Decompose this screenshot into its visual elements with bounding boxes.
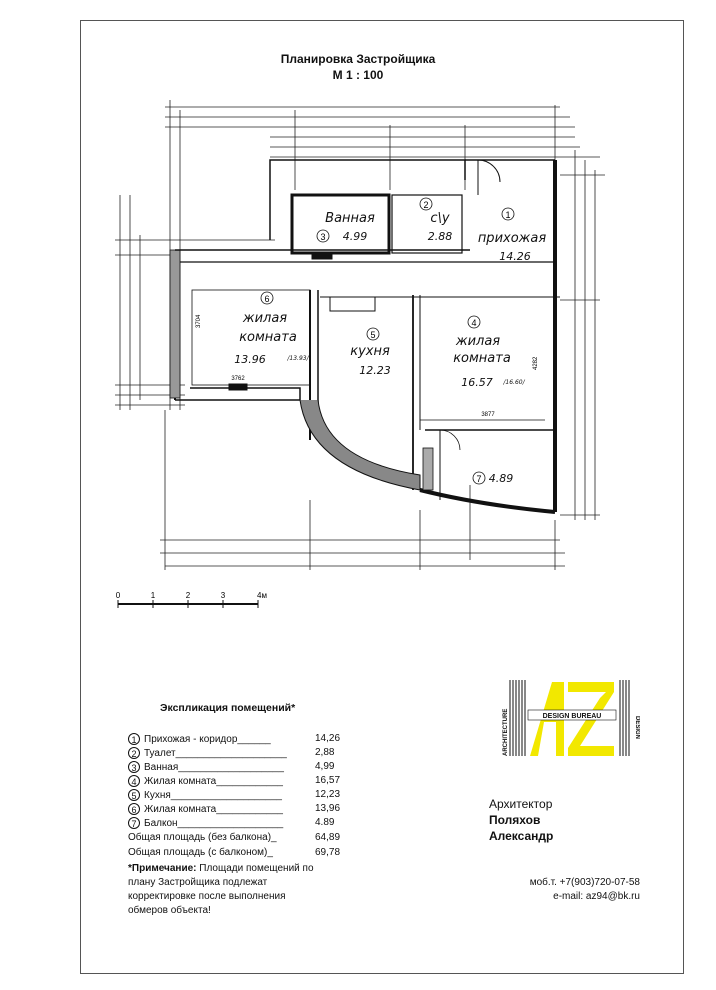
architect-surname: Поляхов [489, 813, 541, 827]
scale-tick-2: 2 [185, 591, 191, 600]
scale-tick-1: 1 [150, 591, 156, 600]
row-num: 1 [128, 733, 140, 745]
room-6-area: 13.96 [234, 353, 266, 366]
total-no-balcony-label: Общая площадь (без балкона)_ [128, 832, 277, 843]
row-name: Туалет____________________ [144, 747, 287, 759]
room-3-name: Ванная [325, 211, 375, 226]
explication-row [128, 761, 335, 775]
explication-row [128, 775, 341, 789]
scale-tick-3: 3 [220, 591, 226, 600]
room-4-area: 16.57 [461, 376, 493, 389]
row-num: 7 [128, 817, 140, 829]
room-5-num: 5 [370, 330, 376, 340]
architect-first-name: Александр [489, 829, 554, 843]
dim-label-1: 3704 [196, 314, 202, 328]
room-labels [196, 198, 546, 485]
room-4-area-note: /16.60/ [503, 379, 525, 386]
explication-row [128, 747, 335, 761]
room-7-num: 7 [476, 474, 482, 484]
logo-left-text: ARCHITECTURE [503, 708, 509, 756]
room-3-num: 3 [320, 232, 326, 242]
room-6-num: 6 [264, 294, 270, 304]
az-logo [500, 676, 640, 760]
room-1-area: 14.26 [499, 250, 531, 263]
row-area: 4,99 [315, 761, 335, 772]
room-4-name-line2: комната [453, 351, 511, 366]
row-num: 5 [128, 789, 140, 801]
row-num: 6 [128, 803, 140, 815]
row-area: 12,23 [315, 789, 341, 800]
total-with-balcony-row [128, 847, 341, 861]
plan-scale: М 1 : 100 [332, 68, 384, 82]
total-no-balcony-value: 64,89 [315, 832, 341, 843]
row-name: Ванная___________________ [144, 761, 284, 773]
room-1-name: прихожая [477, 231, 547, 246]
note-text: Площади помещений по плану Застройщика подлежат корректировке после выполнения обмеров объекта! [128, 863, 314, 916]
room-6-name-line2: комната [239, 330, 297, 345]
row-name: Прихожая - коридор______ [144, 733, 271, 745]
phone-text: моб.т. +7(903)720-07-58 [529, 877, 640, 888]
email-text: e-mail: az94@bk.ru [553, 891, 640, 902]
dim-label-4: 3877 [481, 412, 495, 418]
total-with-balcony-label: Общая площадь (с балконом)_ [128, 847, 273, 858]
architect-block [489, 796, 553, 844]
scale-bar [116, 591, 267, 608]
scale-tick-0: 0 [115, 591, 121, 600]
room-4-name-line1: жилая [455, 334, 501, 349]
row-name: Жилая комната____________ [144, 803, 283, 815]
room-5-area: 12.23 [359, 364, 391, 377]
dim-label-2: 3762 [231, 376, 245, 382]
explication-row [128, 803, 341, 817]
room-4-num: 4 [471, 318, 477, 328]
architect-label: Архитектор [489, 797, 553, 811]
logo-middle-text: DESIGN BUREAU [542, 713, 602, 720]
room-2-name: с\у [430, 211, 450, 226]
row-area: 2,88 [315, 747, 335, 758]
row-name: Жилая комната____________ [144, 775, 283, 787]
room-1-num: 1 [505, 210, 511, 220]
row-name: Кухня____________________ [144, 789, 282, 801]
room-2-num: 2 [423, 200, 429, 210]
explication-row [128, 817, 335, 831]
row-num: 2 [128, 747, 140, 759]
explication-note [128, 862, 328, 918]
row-area: 14,26 [315, 733, 341, 744]
row-num: 3 [128, 761, 140, 773]
logo-right-text: DESIGN [634, 716, 640, 740]
explication-title: Экспликация помещений* [160, 702, 296, 714]
scale-tick-4: 4м [257, 591, 267, 600]
note-label: *Примечание: [128, 863, 197, 874]
room-2-area: 2.88 [427, 230, 453, 243]
row-name: Балкон___________________ [144, 817, 284, 829]
dim-label-3: 4282 [533, 356, 539, 370]
contacts-block [500, 876, 640, 904]
total-no-balcony-row [128, 832, 341, 846]
row-area: 13,96 [315, 803, 341, 814]
dimension-lines [115, 100, 605, 570]
row-area: 16,57 [315, 775, 341, 786]
row-area: 4.89 [315, 817, 335, 828]
plan-title: Планировка Застройщика [280, 52, 436, 66]
explication-row [128, 789, 341, 803]
room-6-area-note: /13.93/ [287, 355, 309, 362]
row-num: 4 [128, 775, 140, 787]
room-7-area: 4.89 [488, 472, 514, 485]
room-5-name: кухня [350, 344, 390, 359]
room-6-name-line1: жилая [242, 311, 288, 326]
explication-row [128, 733, 341, 747]
room-3-area: 4.99 [342, 230, 368, 243]
total-with-balcony-value: 69,78 [315, 847, 341, 858]
